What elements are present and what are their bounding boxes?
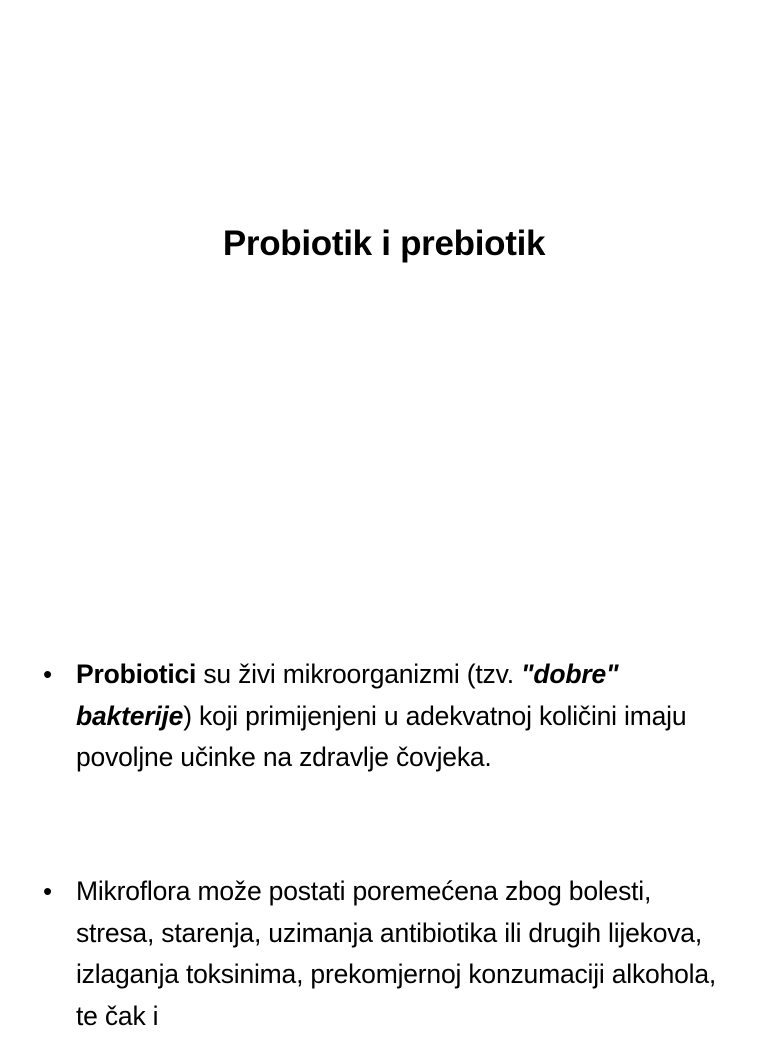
bullet-marker-icon: • bbox=[43, 876, 52, 906]
bullet-text: Mikroflora može postati poremećena zbog bolesti, stresa, starenja, uzimanja antibiotika ili drugih lijekova, izlaganja toksinima, prekomjernoj konzumaciji alkohola, te čak i bbox=[76, 876, 717, 1031]
bullet-text-part: ) koji primijenjeni u adekvatnoj količini imaju povoljne učinke na zdravlje čovjeka. bbox=[76, 700, 687, 772]
bullet-probiotici bbox=[43, 654, 736, 779]
slide-title: Probiotik i prebiotik bbox=[222, 224, 546, 263]
term-probiotici: Probiotici bbox=[76, 659, 197, 689]
emphasis-dobre-bakterije: "dobre" bakterije bbox=[76, 659, 619, 731]
bullet-marker-icon: • bbox=[43, 659, 52, 689]
bullet-mikroflora bbox=[43, 871, 736, 1037]
bullet-text-part: su živi mikroorganizmi (tzv. bbox=[196, 659, 522, 689]
